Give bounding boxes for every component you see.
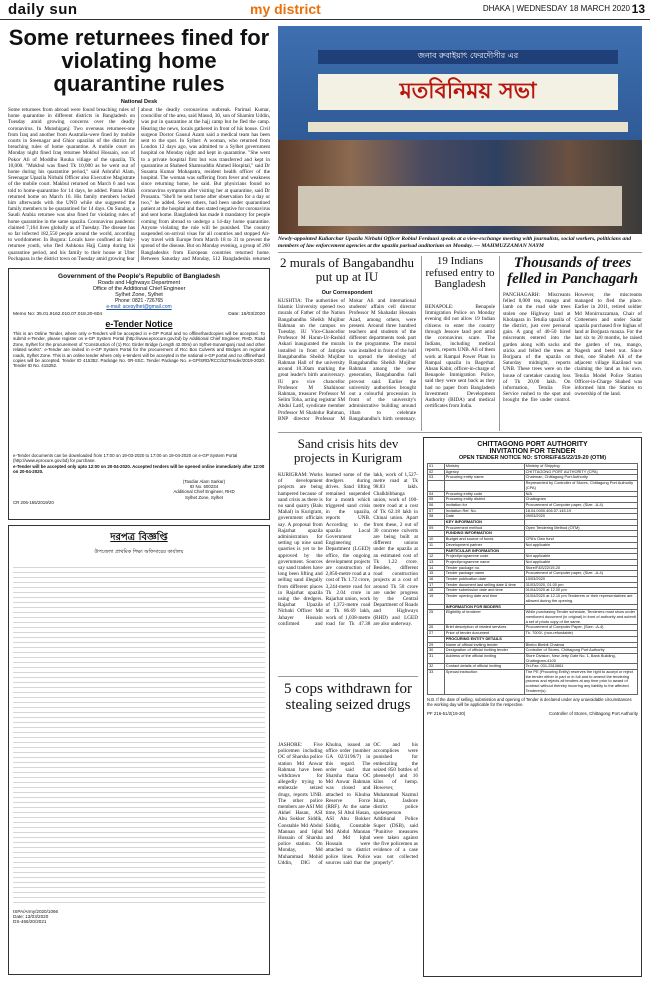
cpa-table-cell: 11 xyxy=(428,542,445,548)
column-rule xyxy=(421,256,422,431)
bengali-ad-refb: DS-466/20/2021 xyxy=(13,919,47,924)
cpa-table-cell: Not applicable xyxy=(524,542,637,548)
tender-office: Office of the Additional Chief Engineer xyxy=(92,286,186,292)
cpa-table-cell: Open Tendering Method (OTM) xyxy=(524,525,637,531)
tender-body: This is an Online Tender, where only e-Tenders will be accepted in e-GP Portal and no offline/hardcopies will be accepted. To submit e-Tender, please register on e-GP System Portal (http://www.eprocure.gov.bd) by Additional Chief Engineer, RHD, Road Zone, Sylhet for the procurement of "Construction of (1) Rcc Girder Bridge (Length 42.00m) on Sylhet-Sunamganj road and other related works". e-Tender are invited in e-GP System Portal for the procurement of Rcc Box Culverts and Bridges on regional roads, Sylhet Zone. This is an online tender where only e-tenders will be accepted in the national e-GP portal and no offline/hard copies will be accepted. Tender ID 415352. Package No. 0R-SSC. Tender Package No. e-GP/SRD/RCC/SZ/Tender/2019-2020. Tender ID No. 415352. xyxy=(13,331,265,369)
story5-body: KURIGRAM: Works of development projects are being hampered because of sand crisis as there is no sand quarry (Balu Mahal) in Kurigram, government officials say. A proposal from Rajarhat upazila administration for setting up nine sand quarries is yet to be approved by the government. Sources say sand traders have long been lifting and selling sand illegally from different places in Rajarhat upazila using the dredgers. Rajarhat Upazila Nirbahi Officer Md Jahayer Hossain confirmed and learned some of the dredgers during drives. Sand lifting remained suspended for a month which triggered sand crisis in the upazila, reports UNB. According to the upazila Local Government Engineering Department (LGED) office, the ongoing development projects are construction of 2,850-metre road at a cost of Tk 1.72 crore, 3,244-metre road for Tk 2.04 crore in Rajarhat union, work of 1,372-metre road at Tk 86.69 lakh, work of 1,038-metre road for Tk 47.38 lakh, work of 1,527-metre road at Tk 98.83 lakh. Chalkhibhanga union, work of 100-metre road at a cost of Tk 62.18 lakh in Chinai union. Apart from these, 2 out of 30 concrete culverts are being built at different unions under the upazila at an estimated cost of Tk 1.22 crore. Besides, different road construction projects at a cost of around Tk 50 crore are under progress by the Central Department of Roads and Highways (RHD) and LGED are also underway. xyxy=(278,472,418,627)
column-rule xyxy=(138,107,139,262)
masthead xyxy=(0,0,650,20)
cpa-table-cell: 32 xyxy=(428,664,445,670)
cpa-table-cell: 27 xyxy=(428,631,445,637)
divider xyxy=(278,432,642,433)
divider xyxy=(278,252,642,253)
cpa-table-cell: 26 xyxy=(428,625,445,631)
cpa-table-cell: Project/programme name xyxy=(444,559,524,565)
cpa-table-cell: Store Division, New Jetty Gate No. 1, Bank Building, Chattogram-4100 xyxy=(524,653,637,663)
cpa-note: N.B. If the date of selling, submission and opening of Tender is declared under any unavoidable circumstances the working day will be applicable for the respective. xyxy=(427,696,632,707)
cpa-table-cell: 07 xyxy=(428,508,445,514)
cpa-title: CHITTAGONG PORT AUTHORITY xyxy=(477,441,588,448)
cpa-table-cell: Procurement of Computer paper, (Size: -A-4) xyxy=(524,571,637,577)
cpa-table-cell: Tel-Fax: 031-2510661 xyxy=(524,664,637,670)
tender-footer-2: e-Tender will be accepted only upto 12:00 on 20-04-2020. Accepted tenders will be opened online immediately after 12:00 on 20-04-2020. xyxy=(13,463,265,475)
story1-column-1: Some returnees from abroad were found breaching rules of home quarantine in different districts in Bangladesh on Tuesday amid growing concerns over the deadly coronavirus. In Munshiganj: Two overseas returnees-one from Iraq and another from Australia-were fined by mobile courts in Sreenagar and Ghior upazilas of the district for breaching rules of home quarantine. A mobile court on Monday night fined Iraq returnee Mokbul Hossain, son of Pokor Ali of Moddho Rouha village of the upazila, Tk 10,000. "Mokbul was fined Tk 10,000 as he went out of home during his quarantine period," said Ashraful Alam, Sreenagar Upazila Nirbahi Officer also Executive Magistrate of the mobile court. Makbul returned on March 6 and was told to home-quarantine for 14 days, he added. Panna Miah returned home on March 16. His family members locked him afterwards with the UNO while she suggested the family members to be quarantined for 14 days. On Sunday, a Saudi Arabia returnee was also fined for violating rules of home quarantine in the same upazila. Coronavirus pandemic claimed 7,164 lives globally as of Tuesday. The disease has so far infected 182,550 people around the world, according to worldometer. In Bogura: Locals have confined an Italy-returnee youth, who fled Ashkona Hajj Camp during his quarantine period, and his family to their house at Ulter Pochapara in the district town on Tuesday amid growing fear xyxy=(8,107,135,262)
cpa-table-cell: 33 xyxy=(428,670,445,695)
photo-caption: Newly-appointed Kuliarchar Upazila Nirbahi Officer Robiul Ferdausi speaks at a view-exchange meeting with journalists, social workers, politicians and members of law enforcement agencies at the upazila parisad auditorium on Monday. — MAHMUZZAMAN NAYM xyxy=(278,236,632,249)
cpa-table-cell: Store/F&S/22/19-20 xyxy=(524,565,637,571)
cpa-table-cell: Tk. 7000/- (non-refundable) xyxy=(524,631,637,637)
story4-headline: Thousands of trees felled in Panchagarh xyxy=(507,255,638,287)
cpa-table-cell: 12 xyxy=(428,554,445,560)
cpa-table-cell: 04 xyxy=(428,491,445,497)
cpa-table-cell: 08 xyxy=(428,514,445,520)
cpa-table-cell: 29 xyxy=(428,642,445,648)
photo-table xyxy=(298,186,622,226)
cpa-table-row xyxy=(428,653,638,663)
cpa-table-row xyxy=(428,594,638,604)
cpa-table-cell: INFORMATION FOR BIDDERS xyxy=(444,604,524,610)
cpa-table-cell: Not applicable xyxy=(524,559,637,565)
page-number: 13 xyxy=(631,2,645,16)
cpa-table-cell: 18 xyxy=(428,588,445,594)
cpa-table-cell: Tender package no. xyxy=(444,565,524,571)
cpa-table-cell: Agency xyxy=(444,469,524,475)
cpa-table-cell: 31/03/2020, 01.00 pm xyxy=(524,582,637,588)
tender-date: Date: 16/03/2020 xyxy=(228,312,265,317)
cpa-table-cell: 01 xyxy=(428,464,445,470)
cpa-table-cell: 19 xyxy=(428,594,445,604)
cpa-table-cell: Special instruction xyxy=(444,670,524,695)
story6-headline: 5 cops withdrawn for stealing seized drugs xyxy=(284,681,412,713)
cpa-table-cell: Procuring entity code xyxy=(444,491,524,497)
photo-credit: — MAHMUZZAMAN NAYM xyxy=(474,242,544,249)
tender-phone: Phone: 0821 -726765 xyxy=(114,298,164,304)
cpa-table-cell: 10/03/2020 xyxy=(524,577,637,583)
tender-zone: Sylhet Zone, Sylhet xyxy=(115,292,163,298)
cpa-table-cell: Date xyxy=(444,514,524,520)
cpa-table-cell: 30 xyxy=(428,648,445,654)
bengali-ad-ref: ISPA/Army/2020/1066 xyxy=(13,909,59,914)
cpa-table-cell: 09 xyxy=(428,525,445,531)
cpa-table-cell: Chairman, Chittagong Port Authority xyxy=(524,475,637,481)
cpa-table-cell: Tender document last selling date & time xyxy=(444,582,524,588)
cpa-table-cell: Procuring entity name xyxy=(444,475,524,481)
cpa-table-cell: Tender publication date xyxy=(444,577,524,583)
cpa-table-cell: Development partner xyxy=(444,542,524,548)
cpa-table-cell: 16 xyxy=(428,577,445,583)
cpa-table-cell: 25 xyxy=(428,610,445,625)
cpa-table-cell: 06 xyxy=(428,502,445,508)
cpa-table-cell: While purchasing Tender schedule, Tenderers must show under mentioned document (in original) in front of authority and submit a set of photo copy of the same. xyxy=(525,609,636,624)
cpa-table-cell xyxy=(428,481,445,491)
cpa-table-cell: Ministry xyxy=(444,464,524,470)
banner-title: মতবিনিময় সভা xyxy=(318,74,618,110)
cpa-table-cell: 10 xyxy=(428,537,445,543)
cpa-table-cell: 09/03/2020 xyxy=(524,514,637,520)
tender-email[interactable]: e-mail: acesylhet@gmail.com xyxy=(106,304,172,310)
cpa-table-cell: N/A xyxy=(524,491,637,497)
bengali-ad-title: দরপত্র বিজ্ঞপ্তি xyxy=(110,532,168,543)
section-name: my district xyxy=(250,1,321,17)
cpa-table-cell: Brief description of related services xyxy=(444,625,524,631)
cpa-table-cell: Ministry of Shipping xyxy=(524,464,637,470)
cpa-subtitle: INVITATION FOR TENDER xyxy=(489,448,576,455)
story1-byline: National Desk xyxy=(120,99,158,105)
cpa-table-cell: Tender package name xyxy=(444,571,524,577)
story4-body: PANCHAGARH: Miscreants felled 8,000 tea, mango and lamb on the road side trees stolen one Highway land at Kholapara in Tetulia upazila of the district, just over personal gain. A gang of 40-50 hired miscreants entered into the garden along with sacks and sticks and felled the trees at Borjpara of the upazila on Saturday midnight, reports UNB. These trees were on the house of caretaker causing loss of Tk 20,00 lakh. On information, Tetulia Fire Service rushed to the spot and brought the fire under control. However, the miscreants managed to fled the place. Earlier in 2011, retired soldier Md Monirruzzaman, Chair of Cotteemen and under Sadar upazila purchased five bighas of land at Borjpara mauza. For the last six to 20 months, he raised the garden of tea, mango, Nagesh and betel nut. Since then, one Shaheb Ali of the adjacent village Kaziland was claiming the land as his own. Tetulia Model Police Station Officer-in-Charge Shahed was informed him the Station to ownership of the land. xyxy=(503,292,642,404)
cpa-table-cell: KEY INFORMATION xyxy=(444,520,524,526)
cpa-table-cell: Not applicable xyxy=(524,554,637,560)
cpa-table-cell: 02 xyxy=(428,469,445,475)
cpa-table xyxy=(427,463,638,695)
cpa-table-cell: Budget and source of funds xyxy=(444,537,524,543)
story3-headline: 19 Indians refused entry to Bangladesh xyxy=(425,255,495,291)
cpa-table-cell: Procurement of Computer paper, (Size: -A-4) xyxy=(524,502,637,508)
story2-byline: Our Correspondent xyxy=(321,290,373,296)
rhd-tender-notice xyxy=(8,268,270,520)
cpa-table-cell: Tender opening date and time xyxy=(444,594,524,604)
column-rule xyxy=(499,256,500,431)
tender-ref: CR 206-165/2019/20 xyxy=(13,500,54,506)
cpa-table-cell: Price of tender document xyxy=(444,631,524,637)
tender-title: e-Tender Notice xyxy=(105,319,173,329)
story3-body: BENAPOLE: Benapole Immigration Police on Monday evening did not allow 19 Indian citizens to enter the country through Jessore land port amid the coronavirus scare. The Indians, including medical reports, reports UNB. All of them work at Rampal Power Plant in Rampal upazila in Bagerhat. Ahsan Kabir, officer-in-charge of Benapole Immigration Police, said they were sent back as they had no paper from Bangladesh Investment Development Authority (BIDA) and medical certificates from India. xyxy=(425,304,495,410)
cpa-table-cell: Procurement of Computer Paper, (Size: -A-4) xyxy=(524,625,637,631)
cpa-table-cell: 05 xyxy=(428,497,445,503)
cpa-table-cell: Eligibility of tenderer xyxy=(444,610,524,625)
dateline: DHAKA | WEDNESDAY 18 MARCH 2020 xyxy=(482,4,630,13)
cpa-table-cell: 03 xyxy=(428,475,445,481)
story2-body: KUSHTIA: The authorities of Islamic University opened two murals of Father of the Nation Bangabandhu Sheikh Mujibur Rahman on the campus on Tuesday. IU Vice-Chancellor Professor M Harun-Ur-Rashid Askari inaugurated the murals installed in front of Jatirpita Bangabandhu Sheikh Mujibur Rahman Hall of the university around 10.30am marking the great leader's birth anniversary. IU pro vice chancellor Professor M Shahinoor Rahman, treasurer Professor M Selim Toha, acting registrar SM Abdul Latif, syndicate member Professor M Shahidur Rahman, BNP director Professor M Mokar Ali and international students' affairs cell director Professor M Shahadat Hossain Azad, among others, were present. Around three hundred teachers and students of the different departments took part in the programme. The mural was installed in front of the hall to spread the ideology of Bangabandhu Sheikh Mujibur Rahman among the new generation, Bangabandhu hall provost said. Earlier the university authorities brought out a colourful procession in front of the university's administrative building around 10am to celebrate Bangabandhu's birth centenary. xyxy=(278,298,416,422)
cpa-table-cell: Name of official inviting tender xyxy=(444,642,524,648)
cpa-table-cell: PARTICULAR INFORMATION xyxy=(444,548,524,554)
cpa-table-cell: Tender submission date and time xyxy=(444,588,524,594)
tender-gov: Government of the People's Republic of Bangladesh xyxy=(58,273,220,280)
cpa-table-cell: Bimbo Bimbit Chakma xyxy=(524,642,637,648)
cpa-table-cell: CPA's Own fund xyxy=(524,537,637,543)
cpa-signature: Controller of Stores, Chittagong Port Authority xyxy=(548,710,638,716)
cpa-table-cell xyxy=(444,481,524,491)
banner-subtitle: জনাব রুবাইয়াৎ ফেরদৌসীর এর xyxy=(318,50,618,64)
cpa-ref: PF 216-51/2(19-20) xyxy=(427,710,466,716)
cpa-table-cell: Controller of Stores, Chittagong Port Authority xyxy=(524,648,637,654)
cpa-table-cell: Contact details of official inviting xyxy=(444,664,524,670)
cpa-table-cell: Represented by Controller of Stores, Chittagong Port Authority (CPA) xyxy=(524,481,637,491)
story1-headline: Some returnees fined for violating home quarantine rules xyxy=(8,25,270,97)
cpa-notice-no: OPEN TENDER NOTICE NO: STORE/F&S/22/19-20 (OTM) xyxy=(458,455,607,461)
story1-column-2: about the deadly coronavirus outbreak. Parimal Kumar, councillor of the area, said Masud, 30, son of Shamim Uddin, was put in quarantine at the hajj camp but he fled the camp. Hearing the news, locals gathered in front of his house. Civil surgeon Doctor Gausul Azam said a medical team has been sent to the spot. In Sylhet: A woman, who returned from London 12 days ago, was admitted to a Sylhet government hospital on Monday night and kept in quarantine. "She went to a private hospital first but was transferred and kept in quarantine at Shaheed Shamsuddin Ahmed Hospital," said Dr Susanta Kumar Mohapatra, resident health officer of the hospital. The woman was suffering from fever and weakness since returning home, he said. But physicians found no coronavirus symptom after visiting her at quarantine, said Dr Prosanta. "She'll be sent home after observation for a day or two," he added. Seven others, had been under quarantined patient at the hospital and then stated negative for coronavirus and sent home. Bangladesh has made it mandatory for people coming from abroad to undergo a 14-day home quarantine. Anyone violating the rule will be punished. The country suspended on-arrival visas for all countries and stopped Air-way travel with Europe from March 18 to 31 to prevent the spread of the disease. But on Monday evening, a group of 260 Bangladeshis from European countries returned home. Between Saturday and Monday, 512 Bangladeshis returned xyxy=(141,107,270,262)
cpa-table-cell: 31 xyxy=(428,653,445,663)
tender-signature: (Tasdiar Alam Sarkar) ID No. 600234 Additional Chief Engineer, RHD Sylhet Zone, Sylhet xyxy=(173,478,235,500)
cpa-table-cell: Procuring entity district xyxy=(444,497,524,503)
tender-footer-1: e-Tender documents can be downloaded from 17:00 on 19-03-2020 to 17:00 on 19-04-2020 on e-GP System Portal (http://www.eprocure.gov.bd) for purchase. xyxy=(13,453,238,464)
tender-memo: Memo No: 35.01.9162.010.07.018.20-604 xyxy=(13,312,103,317)
story2-headline: 2 murals of Bangabandhu put up at IU xyxy=(280,255,414,284)
bengali-ad-line: উপজেলা প্রাথমিক শিক্ষা অফিসারের কার্যালয় xyxy=(94,549,184,555)
cpa-table-cell: Invitation for xyxy=(444,502,524,508)
cpa-table-cell: The PE (Procuring Entity) reserves the right to accept or reject the tender either in part or in full and to amend the tendering process and rejects all tenders at any time prior to award of contract without thereby incurring any liability to the affected Tenderer(s). xyxy=(524,670,637,695)
cpa-table-cell: 18.04.0000.406.07.145.19 xyxy=(524,508,637,514)
cpa-table-cell: 14 xyxy=(428,565,445,571)
cpa-table-cell: Project/programme code xyxy=(444,554,524,560)
cpa-table-row xyxy=(428,481,638,491)
bengali-tender-ad xyxy=(8,525,270,975)
cpa-table-cell: FUNDING INFORMATION xyxy=(444,531,524,537)
cpa-tender-notice xyxy=(423,437,642,977)
cpa-table-cell: Procurement method xyxy=(444,525,524,531)
cpa-table-cell: 15 xyxy=(428,571,445,577)
banner-details xyxy=(308,122,628,132)
story6-body: JASHORE: Five policemen including OC of Sharsha police station Md Anwar Rahman have been withdrawn for allegedly trying to embezzle seized drugs, reports UNB. The other police members are ASI Md Akhel Hasan, ASI Abu Sokker Siddik, Constable Md Abdul Mannan and Iqbal Hossain of Sharsha police station. On Monday, Md Muhammad Mohid Uddin, DIG of Khulna, issued an office order (number GA 02/3196/7) in this regard. The order said that Sharsha thana OC Md Anwar Rahman was closed and attached to Khulna Reserve Force (RRF). At the same time, SI Abul Hasan, ASI Abu Bokker Siddiq, Constable Md Abdul Mannan and Md Iqbal Hossain were attached to district police lines. Police sources said that the OC and his accomplices were punished for embezzling the seized 850 bottles of phensedyl and 16 kilos of hemp. However, Muhammad Nazmul Islam, Jashore district police spokesperson Additional Police Super (DSB), said "Punitive measures were taken against the five policemen as evidence of a case was not collected properly". xyxy=(278,742,418,866)
cpa-table-cell: Designation of official inviting tender xyxy=(444,648,524,654)
cpa-table-cell: 13 xyxy=(428,559,445,565)
cpa-table-cell: CHITTAGONG PORT AUTHORITY (CPA) xyxy=(524,469,637,475)
cpa-table-cell: Address of the official inviting xyxy=(444,653,524,663)
cpa-table-cell: PROCURING ENTITY DETAILS xyxy=(444,636,524,642)
cpa-table-row xyxy=(428,610,638,625)
cpa-table-cell: Chattogram xyxy=(524,497,637,503)
story5-headline: Sand crisis hits dev projects in Kurigram xyxy=(293,436,403,465)
brand-logo: daily sun xyxy=(8,1,78,18)
bengali-ad-body xyxy=(13,563,265,903)
cpa-table-row xyxy=(428,670,638,695)
cpa-table-cell: Invitation Ref. No. xyxy=(444,508,524,514)
cpa-table-cell: 01/04/2020 at 12.10 pm Tenderers or their representatives are allowed during the opening. xyxy=(524,594,637,604)
cpa-table-cell: 17 xyxy=(428,582,445,588)
meeting-photo xyxy=(278,26,642,234)
divider xyxy=(278,676,418,677)
cpa-table-cell: 01/04/2020 at 12.00 pm xyxy=(524,588,637,594)
tender-dept: Roads and Highways Department xyxy=(97,280,181,286)
bengali-ad-date: Date: 13/03/2020 xyxy=(13,914,49,919)
